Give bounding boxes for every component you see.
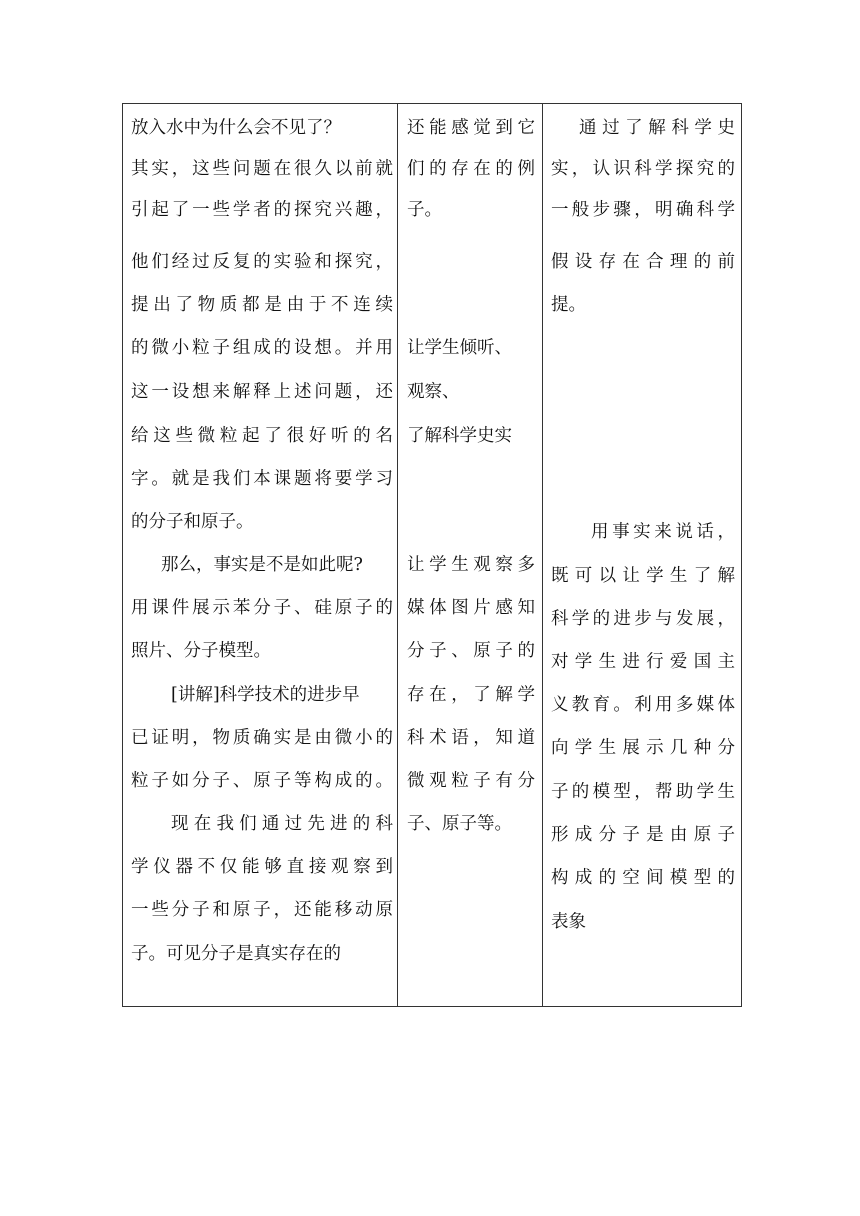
text-line: 观察、 (407, 382, 460, 402)
text-line: 现在我们通过先进的科 (171, 814, 393, 834)
text-line: 他们经过反复的实验和探究， (131, 252, 393, 272)
text-line: 构成的空间模型的 (551, 868, 735, 888)
text-line: 假设存在合理的前 (551, 252, 735, 272)
text-line: 子的模型，帮助学生 (551, 782, 735, 802)
text-line: 义教育。利用多媒体 (551, 695, 735, 715)
text-line: 学仪器不仅能够直接观察到 (131, 857, 393, 877)
text-line: 形成分子是由原子 (551, 825, 735, 845)
text-line: 存在，了解学 (407, 685, 535, 705)
text-line: 用事实来说话， (591, 522, 735, 542)
text-line: 提出了物质都是由于不连续 (131, 295, 393, 315)
student-activity-cell (398, 104, 543, 1007)
text-line: 用课件展示苯分子、硅原子的 (131, 598, 393, 618)
teacher-activity-cell (123, 104, 398, 1007)
text-line: 给这些微粒起了很好听的名 (131, 426, 393, 446)
text-line: 那么，事实是不是如此呢? (161, 555, 363, 575)
text-line: [讲解]科学技术的进步早 (171, 685, 360, 705)
text-line: 微观粒子有分 (407, 771, 535, 791)
table-row (123, 104, 742, 1007)
text-line: 表象 (551, 912, 586, 932)
text-line: 既可以让学生了解 (551, 566, 735, 586)
text-line: 分子、原子的 (407, 641, 535, 661)
text-line: 其实，这些问题在很久以前就 (131, 159, 393, 179)
text-line: 让学生倾听、 (407, 338, 512, 358)
text-line: 向学生展示几种分 (551, 738, 735, 758)
text-line: 还能感觉到它 (407, 118, 535, 138)
text-line: 了解科学史实 (407, 426, 512, 446)
text-line: 字。就是我们本课题将要学习 (131, 469, 393, 489)
text-line: 引起了一些学者的探究兴趣， (131, 200, 393, 220)
design-intent-cell (543, 104, 742, 1007)
text-line: 实，认识科学探究的 (551, 159, 735, 179)
text-line: 放入水中为什么会不见了？ (131, 118, 341, 138)
text-line: 对学生进行爱国主 (551, 652, 735, 672)
text-line: 科学的进步与发展， (551, 609, 735, 629)
text-line: 的分子和原子。 (131, 512, 254, 532)
text-line: 媒体图片感知 (407, 598, 535, 618)
text-line: 照片、分子模型。 (131, 641, 271, 661)
text-line: 子。可见分子是真实存在的 (131, 944, 341, 964)
text-line: 提。 (551, 295, 586, 315)
text-line: 的微小粒子组成的设想。并用 (131, 338, 393, 358)
text-line: 通过了解科学史 (579, 118, 735, 138)
text-line: 一般步骤，明确科学 (551, 200, 735, 220)
text-line: 子、原子等。 (407, 814, 512, 834)
text-line: 子。 (407, 200, 442, 220)
text-line: 让学生观察多 (407, 555, 535, 575)
text-line: 已证明，物质确实是由微小的 (131, 728, 393, 748)
text-line: 们的存在的例 (407, 159, 535, 179)
text-line: 一些分子和原子，还能移动原 (131, 900, 393, 920)
text-line: 粒子如分子、原子等构成的。 (131, 771, 393, 791)
lesson-plan-table (122, 103, 742, 1007)
text-line: 这一设想来解释上述问题，还 (131, 382, 393, 402)
text-line: 科术语，知道 (407, 728, 535, 748)
